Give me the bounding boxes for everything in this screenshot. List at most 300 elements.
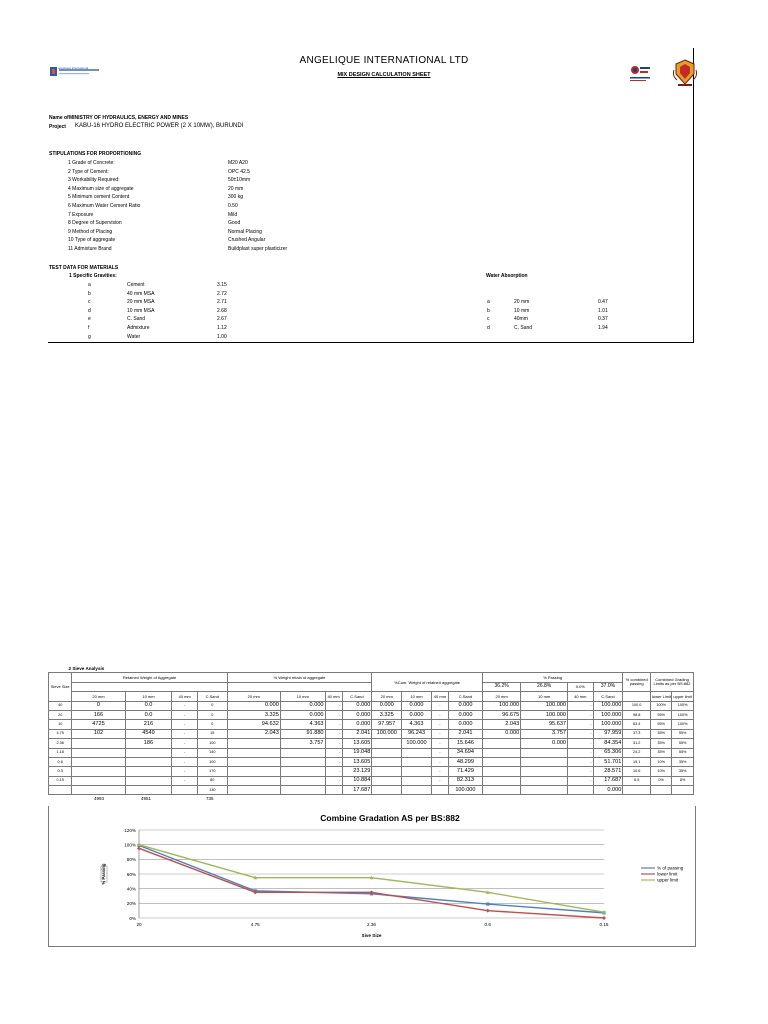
sg-material: Admixture (127, 325, 150, 331)
pct-passing (482, 757, 520, 766)
upper-limit: 55% (672, 748, 694, 757)
pct-20mm: 36.2% (482, 682, 520, 691)
pct-retained: - (325, 776, 342, 785)
stipulation-value: Crushed Angular (228, 237, 266, 244)
retained-weight: 4725 (72, 720, 125, 729)
total-20mm: 4993 (94, 796, 105, 801)
pct-retained (227, 786, 280, 795)
cum-retained: 0.000 (448, 701, 482, 710)
pct-retained: 3.325 (227, 710, 280, 719)
cum-retained (402, 786, 432, 795)
pct-retained: 0.000 (280, 701, 325, 710)
retained-weight: 80 (197, 776, 227, 785)
col-header: C.Sand (342, 692, 372, 701)
retained-weight: 140 (197, 748, 227, 757)
sieve-row (49, 767, 694, 776)
pct-passing: 84.354 (593, 739, 623, 748)
pct-retained: 0.000 (280, 710, 325, 719)
pct-passing: 65.306 (593, 748, 623, 757)
gradation-chart-frame (48, 806, 696, 947)
pct-40mm: 0.0% (568, 682, 594, 691)
company-title: ANGELIQUE INTERNATIONAL LTD (299, 55, 469, 66)
upper-limit: 35% (672, 757, 694, 766)
grading-limits-header: Combined Grading Limits as per BS:882 (651, 673, 694, 692)
pct-retained (280, 767, 325, 776)
retained-weight: 0 (197, 701, 227, 710)
stipulation-value: 50±10mm (228, 177, 251, 184)
cum-retained (402, 767, 432, 776)
stipulation-value: Good (228, 220, 241, 227)
sieve-row (49, 748, 694, 757)
x-tick-label: 0.15 (599, 922, 609, 927)
combined-passing: 100.0 (623, 701, 651, 710)
stipulations-heading: STIPULATIONS FOR PROPORTIONING (49, 151, 142, 157)
pct-retained: - (325, 720, 342, 729)
pct-10mm: 26.8% (521, 682, 568, 691)
y-tick-label: 80% (126, 857, 136, 863)
pct-retained: - (325, 757, 342, 766)
y-tick-label: 100% (124, 842, 136, 848)
retained-weight (72, 748, 125, 757)
sg-value: 2.72 (217, 290, 227, 297)
sieve-size: 10 (49, 720, 72, 729)
retained-weight: - (172, 776, 198, 785)
pct-retained (280, 786, 325, 795)
col-header: 20 mm (72, 692, 125, 701)
pct-passing (568, 786, 594, 795)
pct-passing: 0.000 (521, 739, 568, 748)
retained-weight: - (172, 757, 198, 766)
sieve-size (49, 786, 72, 795)
lower-limit: 35% (651, 729, 672, 738)
sg-key: g (88, 333, 91, 340)
retained-weight: 4549 (125, 729, 172, 738)
cum-retained: - (431, 757, 448, 766)
cum-retained: 4.363 (402, 720, 432, 729)
pct-passing (521, 786, 568, 795)
y-tick-label: 40% (126, 886, 136, 892)
legend-label: lower limit (657, 871, 678, 877)
wa-key: d (487, 324, 490, 331)
col-header: 20 mm (482, 692, 520, 701)
wa-value: 0.37 (598, 316, 608, 323)
cum-retained: 0.000 (448, 720, 482, 729)
sg-material: 10 mm MSA (127, 307, 155, 314)
pct-passing: 95.637 (521, 720, 568, 729)
stipulation-value: 0.50 (228, 203, 238, 209)
cum-retained: - (431, 767, 448, 776)
sieve-size: 0.15 (49, 776, 72, 785)
retained-weight: 130 (197, 786, 227, 795)
col-header: 10 mm (125, 692, 172, 701)
sieve-size: 20 (49, 710, 72, 719)
pct-retained (227, 767, 280, 776)
sieve-size: 1.18 (49, 748, 72, 757)
col-header: C.Sand (197, 692, 227, 701)
wa-key: c (487, 316, 490, 323)
pct-passing: 100.000 (593, 720, 623, 729)
pct-passing: 0.000 (482, 729, 520, 738)
col-header: 10 mm (521, 692, 568, 701)
legend-label: % of passing (657, 865, 684, 871)
cum-retained: 0.000 (402, 710, 432, 719)
wa-material: C. Sand (514, 324, 533, 331)
retained-weight: - (172, 739, 198, 748)
cum-retained: 15.646 (448, 739, 482, 748)
cum-retained: - (431, 710, 448, 719)
lower-limit: 95% (651, 720, 672, 729)
retained-weight: 100 (197, 739, 227, 748)
cum-retained: 3.325 (372, 710, 402, 719)
retained-weight (72, 786, 125, 795)
stipulation-value: 20 mm (228, 185, 244, 192)
wa-material: 40mm (514, 316, 528, 323)
pct-passing: 100.000 (521, 701, 568, 710)
pct-retained: - (325, 767, 342, 776)
pct-passing: - (568, 710, 594, 719)
stipulation-label: 9 Method of Placing (68, 228, 113, 235)
total-csand: 735 (206, 796, 214, 801)
retained-weight: 170 (197, 767, 227, 776)
wa-value: 1.94 (598, 324, 608, 331)
cum-retained (372, 757, 402, 766)
pct-passing: - (568, 701, 594, 710)
retained-weight: 0 (72, 701, 125, 710)
retained-weight: 100 (197, 757, 227, 766)
retained-weight: 15 (197, 729, 227, 738)
pct-retained (325, 786, 342, 795)
sieve-table (48, 664, 694, 795)
combined-passing: 24.2 (623, 748, 651, 757)
cum-retained (431, 786, 448, 795)
upper-limit: 55% (672, 729, 694, 738)
lower-limit (651, 786, 672, 795)
sieve-row (49, 739, 694, 748)
pct-retained: 3.757 (280, 739, 325, 748)
sg-key: c (88, 299, 91, 306)
retained-weight: 166 (72, 710, 125, 719)
stipulation-label: 10 Type of aggregate (68, 237, 116, 244)
retained-weight (72, 776, 125, 785)
retained-weight (125, 748, 172, 757)
col-header: 40 mm (431, 692, 448, 701)
pct-passing: 100.000 (482, 701, 520, 710)
retained-weight: - (172, 720, 198, 729)
pct-retained: 0.000 (342, 710, 372, 719)
cum-retained: 100.000 (448, 786, 482, 795)
pct-retained: 17.687 (342, 786, 372, 795)
retained-weight: - (172, 701, 198, 710)
retained-weight: 0 (197, 720, 227, 729)
name-label: Name of (49, 115, 69, 121)
stipulation-label: 7 Exposure (68, 211, 94, 218)
pct-retained: - (325, 729, 342, 738)
sieve-size: 4.75 (49, 729, 72, 738)
pct-retained: - (325, 739, 342, 748)
pct-passing: - (568, 757, 594, 766)
chart-title: Combine Gradation AS per BS:882 (320, 813, 460, 823)
wa-key: a (487, 299, 490, 305)
pct-passing: 100.000 (521, 710, 568, 719)
sg-key: a (88, 282, 91, 288)
pct-retained (227, 748, 280, 757)
sg-key: e (88, 316, 91, 323)
retained-weight: - (172, 729, 198, 738)
y-tick-label: 120% (124, 827, 136, 833)
sieve-size: 40 (49, 701, 72, 710)
pct-passing: 0.000 (593, 786, 623, 795)
pct-retained: 2.043 (227, 729, 280, 738)
sg-material: Water (127, 333, 141, 340)
sg-value: 1.12 (217, 325, 227, 331)
col-header: 20 mm (372, 692, 402, 701)
stipulation-label: 4 Maximum size of aggregate (68, 185, 134, 192)
upper-limit-header: upper limit (672, 692, 694, 701)
cum-retained: - (431, 776, 448, 785)
retained-weight (72, 767, 125, 776)
retained-weight: 186 (125, 739, 172, 748)
col-header: 40 mm (325, 692, 342, 701)
sieve-row (49, 729, 694, 738)
cum-retained (372, 767, 402, 776)
pct-retained-header: % Weight retain of aggregate (227, 673, 372, 682)
cum-retained: - (431, 701, 448, 710)
y-tick-label: 0% (129, 915, 136, 921)
cum-retained: 0.000 (448, 710, 482, 719)
retained-weight: 0 (197, 710, 227, 719)
sieve-row (49, 776, 694, 785)
legend-label: upper limit (657, 877, 679, 883)
pct-retained: - (325, 701, 342, 710)
upper-limit: 55% (672, 739, 694, 748)
col-header: C.Sand (448, 692, 482, 701)
pct-passing: - (568, 739, 594, 748)
cum-retained: - (431, 748, 448, 757)
logo-caption: angelique international (58, 66, 89, 70)
stipulation-label: 2 Type of Cement: (68, 168, 109, 175)
stipulation-label: 11 Admixture Brand (68, 246, 112, 252)
pct-passing: 97.959 (593, 729, 623, 738)
x-tick-label: 4.75 (250, 922, 260, 927)
wa-material: 10 mm (514, 307, 530, 314)
pct-passing (521, 757, 568, 766)
sieve-size: 0.3 (49, 767, 72, 776)
pct-passing: - (568, 776, 594, 785)
retained-weight (125, 786, 172, 795)
col-header: 10 mm (402, 692, 432, 701)
sg-material: C. Sand (127, 316, 146, 323)
pct-retained: 0.000 (342, 701, 372, 710)
pct-retained (280, 776, 325, 785)
sheet-title: MIX DESIGN CALCULATION SHEET (337, 72, 431, 78)
stipulation-value: OPC 42.5 (228, 168, 250, 175)
stipulation-value: 300 kg (228, 194, 244, 201)
sieve-row (49, 757, 694, 766)
sieve-analysis-section (48, 664, 694, 795)
project-label: Project (49, 124, 66, 130)
cum-retained: 0.000 (372, 701, 402, 710)
cum-retained: 96.243 (402, 729, 432, 738)
pct-retained (280, 748, 325, 757)
sg-material: 20 mm MSA (127, 299, 155, 306)
pct-retained (280, 757, 325, 766)
test-data-heading: TEST DATA FOR MATERIALS (49, 265, 119, 271)
pct-retained (227, 739, 280, 748)
pct-passing (521, 776, 568, 785)
sg-key: d (88, 307, 91, 314)
sieve-size: 2.36 (49, 739, 72, 748)
sg-key: f (88, 325, 90, 331)
upper-limit: 35% (672, 767, 694, 776)
x-tick-label: 20 (136, 922, 142, 927)
retained-weight: 0.0 (125, 710, 172, 719)
retained-weight (72, 757, 125, 766)
lower-limit: 95% (651, 710, 672, 719)
sg-key: b (88, 290, 91, 297)
sieve-size-header: Sieve Size (49, 673, 72, 701)
pct-passing: 96.675 (482, 710, 520, 719)
pct-retained: - (325, 748, 342, 757)
retained-weight: - (172, 710, 198, 719)
water-absorption-heading: Water Absorption (486, 273, 528, 279)
col-header: C.Sand (593, 692, 623, 701)
pct-passing: 17.687 (593, 776, 623, 785)
col-header: 20 mm (227, 692, 280, 701)
sg-value: 3.15 (217, 282, 227, 288)
retained-weight (172, 786, 198, 795)
combined-passing: 37.3 (623, 729, 651, 738)
pct-passing (482, 786, 520, 795)
cum-retained: 2.041 (448, 729, 482, 738)
sg-value: 2.67 (217, 316, 227, 323)
lower-limit: 10% (651, 757, 672, 766)
combined-passing: 6.5 (623, 776, 651, 785)
stipulation-label: 1 Grade of Concrete: (68, 160, 115, 166)
pct-retained: 2.041 (342, 729, 372, 738)
sieve-heading: 2 Sieve Analysis (49, 664, 694, 673)
col-header: 40 mm (568, 692, 594, 701)
pct-passing (482, 748, 520, 757)
pct-retained (227, 776, 280, 785)
retained-weight (125, 767, 172, 776)
upper-limit: 100% (672, 710, 694, 719)
wa-value: 1.01 (598, 307, 608, 314)
retained-weight (72, 739, 125, 748)
pct-passing: - (568, 720, 594, 729)
lower-limit: 10% (651, 767, 672, 776)
sieve-row (49, 720, 694, 729)
series-point-0 (486, 902, 489, 905)
sg-value: 2.71 (217, 299, 227, 306)
cum-retained (372, 776, 402, 785)
cum-retained: - (431, 720, 448, 729)
retained-weight: - (172, 748, 198, 757)
upper-limit: 8% (672, 776, 694, 785)
sieve-row (49, 701, 694, 710)
cum-retained: 100.000 (402, 739, 432, 748)
pct-passing (482, 767, 520, 776)
pct-passing: 3.757 (521, 729, 568, 738)
pct-retained: 23.129 (342, 767, 372, 776)
cum-retained: 97.957 (372, 720, 402, 729)
retained-weight: - (172, 767, 198, 776)
lower-limit: 35% (651, 748, 672, 757)
retained-weight: 102 (72, 729, 125, 738)
pct-passing: - (568, 748, 594, 757)
x-tick-label: 0.6 (484, 922, 491, 927)
stipulation-value: Normal Placing (228, 228, 262, 235)
retained-weight: 216 (125, 720, 172, 729)
pct-retained (227, 757, 280, 766)
lower-limit: 35% (651, 739, 672, 748)
pct-retained: - (325, 710, 342, 719)
wa-value: 0.47 (598, 299, 608, 305)
cum-retained: 100.000 (372, 729, 402, 738)
lower-limit: 0% (651, 776, 672, 785)
col-header: 40 mm (172, 692, 198, 701)
sieve-row (49, 710, 694, 719)
stipulation-value: M20 A20 (228, 160, 248, 166)
cum-retained: 0.000 (402, 701, 432, 710)
cum-retained: 71.429 (448, 767, 482, 776)
sg-material: 40 mm MSA (127, 290, 155, 297)
x-axis-label: Sive Size (361, 933, 382, 938)
project-value: KABU-16 HYDRO ELECTRIC POWER (2 X 10MW), BURUNDI (75, 123, 244, 129)
name-value: MINISTRY OF HYDRAULICS, ENERGY AND MINES (69, 115, 189, 121)
pct-passing: 100.000 (593, 701, 623, 710)
stipulation-label: 5 Minimum cement Content (68, 194, 130, 201)
pct-passing: 2.043 (482, 720, 520, 729)
passing-header: % Passing (482, 673, 622, 682)
cum-retained (402, 748, 432, 757)
pct-retained: 10.884 (342, 776, 372, 785)
combined-passing (623, 786, 651, 795)
sieve-row (49, 786, 694, 795)
retained-weight (125, 776, 172, 785)
total-10mm: 4951 (141, 796, 152, 801)
y-tick-label: 60% (126, 871, 136, 877)
retained-weight: 0.0 (125, 701, 172, 710)
sg-value: 1.00 (217, 333, 227, 340)
specific-gravity-heading: 1 Specific Gravities: (69, 273, 117, 279)
gradation-chart (49, 806, 695, 946)
upper-limit: 100% (672, 720, 694, 729)
pct-retained: 13.605 (342, 757, 372, 766)
wa-material: 20 mm (514, 299, 530, 305)
combined-passing: 31.2 (623, 739, 651, 748)
pct-retained: 0.000 (227, 701, 280, 710)
pct-passing: 51.701 (593, 757, 623, 766)
cum-retained (402, 776, 432, 785)
upper-limit (672, 786, 694, 795)
retained-weight-header: Retained Weight of Aggregate (72, 673, 227, 682)
x-tick-label: 2.36 (367, 922, 376, 927)
retained-weight (125, 757, 172, 766)
wa-key: b (487, 307, 490, 314)
combined-passing: 19.1 (623, 757, 651, 766)
y-tick-label: 20% (126, 901, 136, 907)
pct-passing: - (568, 767, 594, 776)
cum-retained: - (431, 729, 448, 738)
cum-retained (402, 757, 432, 766)
cum-retained: 48.299 (448, 757, 482, 766)
pct-retained: 94.632 (227, 720, 280, 729)
cum-retained (372, 748, 402, 757)
pct-passing (482, 739, 520, 748)
combined-passing-header: % combined passing (623, 673, 651, 692)
sieve-size: 0.6 (49, 757, 72, 766)
pct-retained: 0.000 (342, 720, 372, 729)
